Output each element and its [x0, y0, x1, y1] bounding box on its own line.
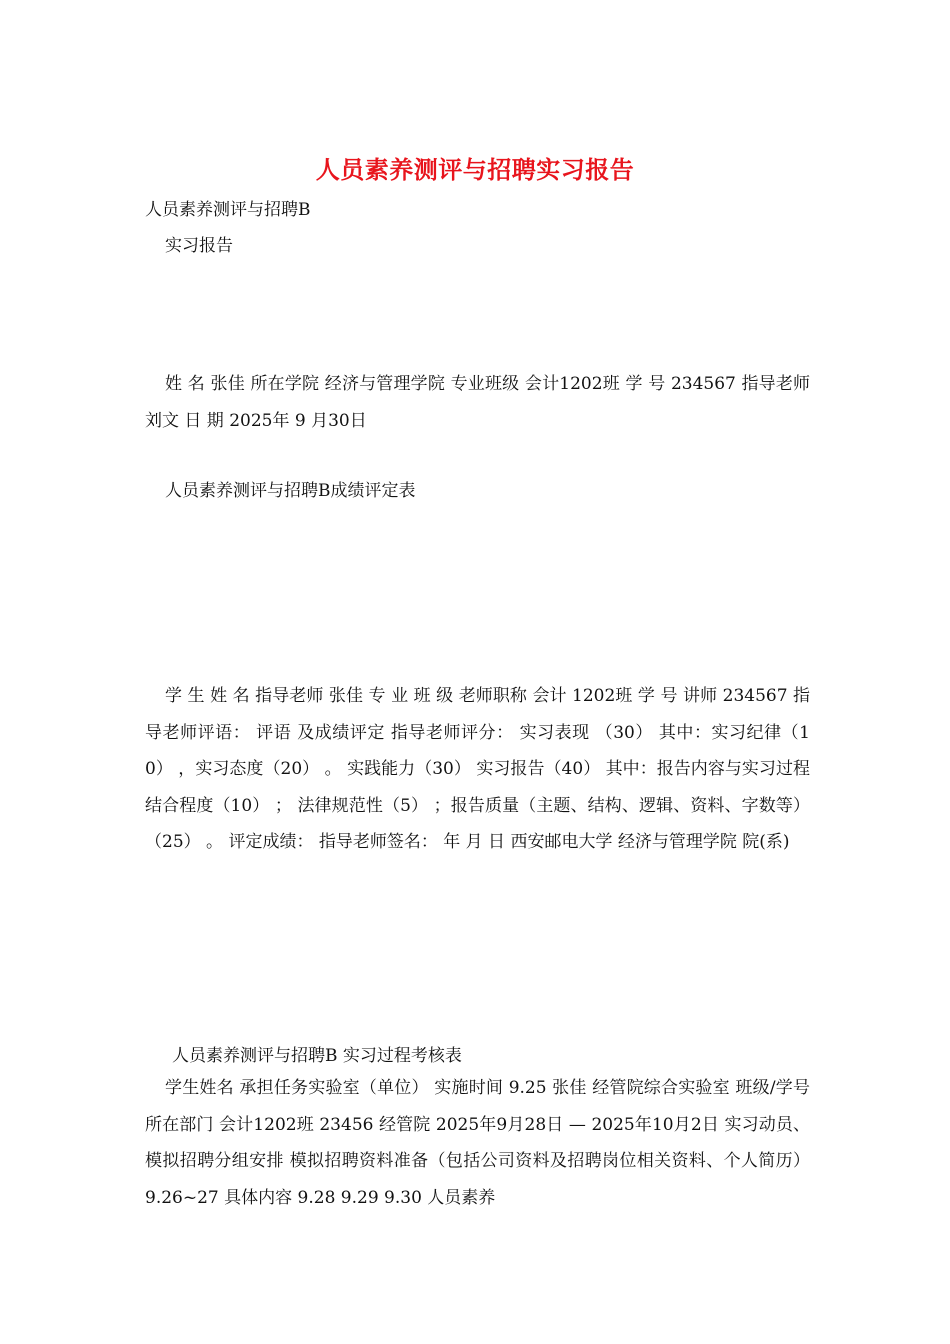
grade-table-heading: 人员素养测评与招聘B成绩评定表: [165, 481, 416, 501]
process-table-body: 学生姓名 承担任务实验室（单位） 实施时间 9.25 张佳 经管院综合实验室 班级/学号 所在部门 会计1202班 23456 经管院 2025年9月28日 — 2025年10月2日 实习动员、模拟招聘分组安排 模拟招聘资料准备（包括公司资料及招聘岗位相关资料、个人简历） 9.26~27 具体内容 9.28 9.29 9.30 人员素养: [145, 1078, 810, 1208]
cover-info-paragraph: 姓 名 张佳 所在学院 经济与管理学院 专业班级 会计1202班 学 号 234567 指导老师 刘文 日 期 2025年 9 月30日: [145, 374, 810, 431]
cover-line-2: 实习报告: [165, 236, 233, 256]
cover-line-1: 人员素养测评与招聘B: [145, 200, 311, 220]
document-title: 人员素养测评与招聘实习报告: [315, 155, 635, 184]
process-table-heading: 人员素养测评与招聘B 实习过程考核表: [172, 1046, 462, 1066]
grade-table-body: 学 生 姓 名 指导老师 张佳 专 业 班 级 老师职称 会计 1202班 学 号 讲师 234567 指导老师评语： 评语 及成绩评定 指导老师评分： 实习表现 （30） 其中：实习纪律（10） ，实习态度（20） 。 实践能力（30） 实习报告（40） 其中：报告内容与实习过程结合程度（10） ； 法律规范性（5） ；报告质量（主题、结构、逻辑、资料、字数等）（25） 。 评定成绩： 指导老师签名： 年 月 日 西安邮电大学 经济与管理学院 院(系): [145, 686, 810, 852]
